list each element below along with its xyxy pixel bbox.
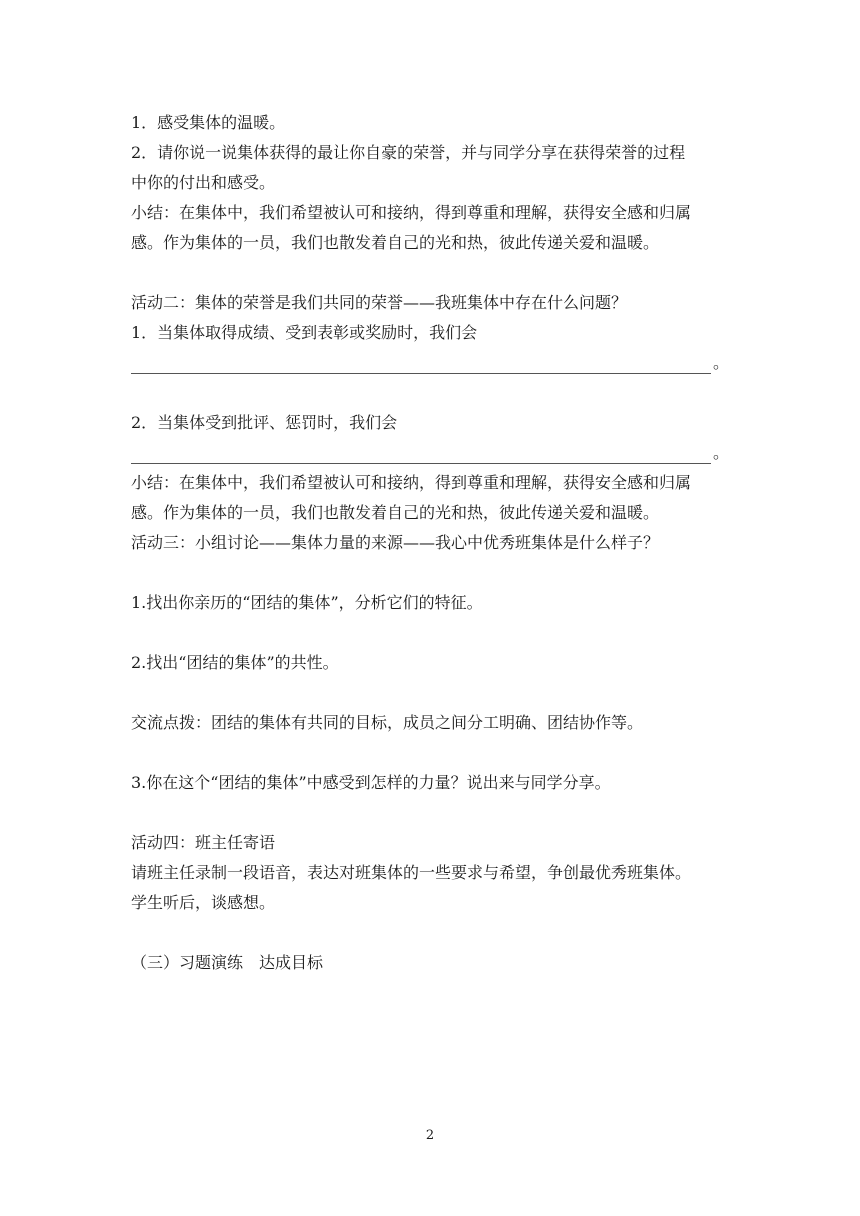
text-line: 2．请你说一说集体获得的最让你自豪的荣誉，并与同学分享在获得荣誉的过程 bbox=[131, 143, 686, 162]
answer-blank[interactable] bbox=[131, 438, 743, 468]
summary-line: 感。作为集体的一员，我们也散发着自己的光和热，彼此传递关爱和温暖。 bbox=[131, 503, 660, 522]
summary-line: 小结：在集体中，我们希望被认可和接纳，得到尊重和理解，获得安全感和归属 bbox=[131, 473, 692, 492]
task-line: 3.你在这个“团结的集体”中感受到怎样的力量？说出来与同学分享。 bbox=[131, 773, 611, 792]
text-line: 中你的付出和感受。 bbox=[131, 173, 276, 192]
fill-in-underline[interactable] bbox=[131, 445, 711, 464]
activity-heading: 活动二：集体的荣誉是我们共同的荣誉——我班集体中存在什么问题？ bbox=[131, 293, 628, 312]
spacer bbox=[131, 738, 743, 768]
section-heading: （三）习题演练 达成目标 bbox=[131, 953, 324, 972]
text-line: 1．感受集体的温暖。 bbox=[131, 113, 286, 132]
spacer bbox=[131, 558, 743, 588]
activity-heading: 活动三：小组讨论——集体力量的来源——我心中优秀班集体是什么样子？ bbox=[131, 533, 660, 552]
guidance-line: 交流点拨：团结的集体有共同的目标，成员之间分工明确、团结协作等。 bbox=[131, 713, 644, 732]
answer-blank[interactable] bbox=[131, 348, 743, 378]
summary-line: 小结：在集体中，我们希望被认可和接纳，得到尊重和理解，获得安全感和归属 bbox=[131, 203, 692, 222]
text-line: 请班主任录制一段语音，表达对班集体的一些要求与希望，争创最优秀班集体。 bbox=[131, 863, 692, 882]
period: 。 bbox=[713, 443, 730, 462]
task-line: 1.找出你亲历的“团结的集体”，分析它们的特征。 bbox=[131, 593, 483, 612]
page-number: 2 bbox=[425, 1128, 435, 1143]
summary-line: 感。作为集体的一员，我们也散发着自己的光和热，彼此传递关爱和温暖。 bbox=[131, 233, 660, 252]
document-body bbox=[131, 108, 743, 978]
period: 。 bbox=[713, 353, 730, 372]
question-line: 2．当集体受到批评、惩罚时，我们会 bbox=[131, 413, 398, 432]
spacer bbox=[131, 258, 743, 288]
question-line: 1．当集体取得成绩、受到表彰或奖励时，我们会 bbox=[131, 323, 478, 342]
fill-in-underline[interactable] bbox=[131, 355, 711, 374]
activity-heading: 活动四：班主任寄语 bbox=[131, 833, 276, 852]
spacer bbox=[131, 378, 743, 408]
spacer bbox=[131, 678, 743, 708]
text-line: 学生听后，谈感想。 bbox=[131, 893, 276, 912]
task-line: 2.找出“团结的集体”的共性。 bbox=[131, 653, 339, 672]
spacer bbox=[131, 618, 743, 648]
spacer bbox=[131, 918, 743, 948]
spacer bbox=[131, 798, 743, 828]
